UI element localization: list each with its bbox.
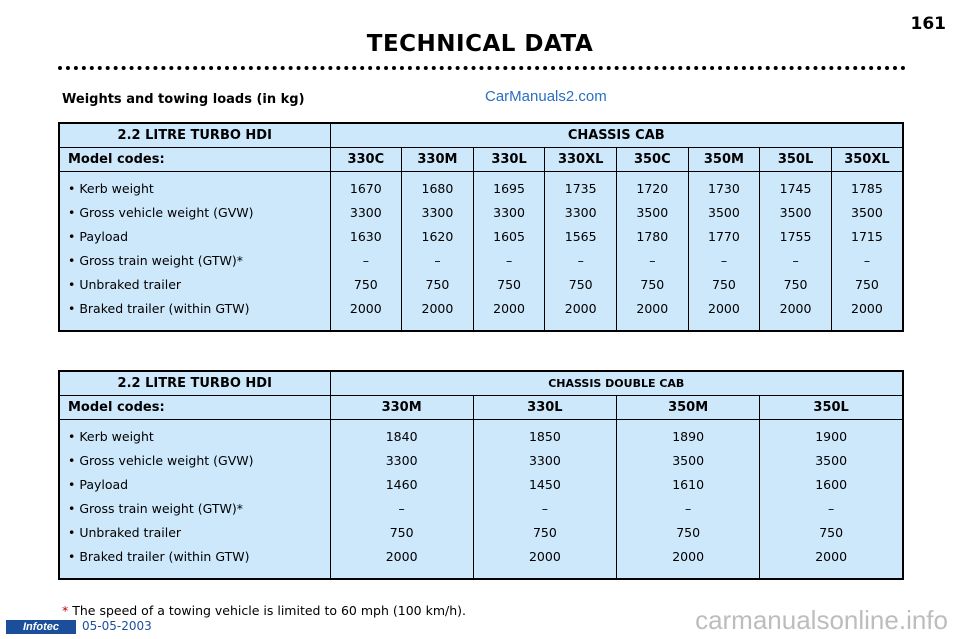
table-row — [59, 172, 903, 201]
model-codes-label: Model codes: — [59, 396, 330, 420]
section-heading: Weights and towing loads (in kg) — [62, 92, 305, 107]
spacer-cell — [59, 320, 330, 331]
row-label: • Kerb weight — [59, 172, 330, 201]
table-row — [59, 544, 903, 568]
table-cell: 3300 — [330, 200, 402, 224]
table-cell: 1620 — [402, 224, 474, 248]
table-cell: 3500 — [688, 200, 760, 224]
model-code: 350L — [760, 148, 832, 172]
table-cell: 3300 — [330, 448, 473, 472]
table-spacer — [59, 568, 903, 579]
model-code: 350XL — [831, 148, 903, 172]
model-code: 330M — [330, 396, 473, 420]
row-label: • Payload — [59, 224, 330, 248]
model-code: 330M — [402, 148, 474, 172]
table-cell: 750 — [545, 272, 617, 296]
table-cell: – — [617, 248, 689, 272]
engine-header: 2.2 LITRE TURBO HDI — [59, 371, 330, 396]
spacer-cell — [330, 568, 473, 579]
model-codes-row — [59, 396, 903, 420]
table-cell: 750 — [617, 520, 760, 544]
table-cell: 750 — [402, 272, 474, 296]
spacer-cell — [402, 320, 474, 331]
table-cell: 2000 — [760, 296, 832, 320]
table-cell: 2000 — [760, 544, 903, 568]
table-cell: 3300 — [473, 200, 545, 224]
table-cell: 1715 — [831, 224, 903, 248]
footer-watermark: carmanualsonline.info — [695, 605, 948, 635]
table-row — [59, 200, 903, 224]
row-label: • Kerb weight — [59, 420, 330, 449]
table-cell: 3300 — [473, 448, 616, 472]
site-watermark[interactable]: CarManuals2.com — [485, 88, 607, 105]
spacer-cell — [688, 320, 760, 331]
table-cell: 1600 — [760, 472, 903, 496]
table-cell: 1745 — [760, 172, 832, 201]
table-cell: 1785 — [831, 172, 903, 201]
table-cell: 1610 — [617, 472, 760, 496]
body-header: CHASSIS CAB — [330, 123, 903, 148]
row-label: • Unbraked trailer — [59, 520, 330, 544]
table-row — [59, 224, 903, 248]
row-label: • Gross vehicle weight (GVW) — [59, 448, 330, 472]
footnote-text: The speed of a towing vehicle is limited to 60 mph (100 km/h). — [68, 603, 466, 618]
table-cell: 1670 — [330, 172, 402, 201]
table-cell: – — [760, 248, 832, 272]
table-cell: 750 — [760, 520, 903, 544]
table-cell: – — [688, 248, 760, 272]
table-spacer — [59, 320, 903, 331]
table-row — [59, 420, 903, 449]
table-cell: 3300 — [545, 200, 617, 224]
table-cell: 1565 — [545, 224, 617, 248]
table-cell: – — [473, 496, 616, 520]
page-title: TECHNICAL DATA — [366, 31, 594, 57]
row-label: • Unbraked trailer — [59, 272, 330, 296]
table-cell: 1680 — [402, 172, 474, 201]
table-cell: 750 — [473, 520, 616, 544]
table-row — [59, 472, 903, 496]
footnote-star: * — [62, 603, 69, 618]
table-cell: 3500 — [617, 448, 760, 472]
table-cell: 1900 — [760, 420, 903, 449]
table-cell: 1770 — [688, 224, 760, 248]
spacer-cell — [473, 320, 545, 331]
infotec-logo: Infotec — [6, 620, 76, 634]
spacer-cell — [330, 320, 402, 331]
table-row — [59, 296, 903, 320]
model-codes-label: Model codes: — [59, 148, 330, 172]
footnote — [62, 603, 466, 618]
spacer-cell — [59, 568, 330, 579]
table-cell: 3500 — [760, 448, 903, 472]
table-cell: 750 — [617, 272, 689, 296]
table-cell: 1840 — [330, 420, 473, 449]
model-code: 330L — [473, 148, 545, 172]
table-cell: 2000 — [330, 544, 473, 568]
table-cell: 2000 — [330, 296, 402, 320]
table-cell: 1605 — [473, 224, 545, 248]
table-cell: 1850 — [473, 420, 616, 449]
table-cell: 2000 — [688, 296, 760, 320]
table-cell: 1730 — [688, 172, 760, 201]
table-cell: – — [831, 248, 903, 272]
weights-body — [59, 172, 903, 332]
spacer-cell — [760, 320, 832, 331]
table-cell: – — [330, 496, 473, 520]
page-number: 161 — [910, 14, 946, 34]
table-cell: 1695 — [473, 172, 545, 201]
body-header: CHASSIS DOUBLE CAB — [330, 371, 903, 396]
table-cell: 1755 — [760, 224, 832, 248]
model-code: 330C — [330, 148, 402, 172]
spacer-cell — [617, 320, 689, 331]
model-code: 350L — [760, 396, 903, 420]
table-cell: 2000 — [545, 296, 617, 320]
table-cell: 750 — [831, 272, 903, 296]
table-cell: 750 — [760, 272, 832, 296]
table-cell: 1780 — [617, 224, 689, 248]
table-cell: – — [760, 496, 903, 520]
table-cell: 1720 — [617, 172, 689, 201]
table-cell: 2000 — [617, 544, 760, 568]
model-code: 350C — [617, 148, 689, 172]
table-row — [59, 248, 903, 272]
table-cell: 1630 — [330, 224, 402, 248]
row-label: • Gross vehicle weight (GVW) — [59, 200, 330, 224]
row-label: • Payload — [59, 472, 330, 496]
model-codes-row — [59, 148, 903, 172]
table-row — [59, 272, 903, 296]
table-cell: 2000 — [617, 296, 689, 320]
spacer-cell — [545, 320, 617, 331]
table-cell: 750 — [688, 272, 760, 296]
table-cell: – — [402, 248, 474, 272]
spacer-cell — [831, 320, 903, 331]
row-label: • Gross train weight (GTW)* — [59, 496, 330, 520]
table-cell: 750 — [330, 520, 473, 544]
table-cell: 2000 — [473, 544, 616, 568]
engine-header: 2.2 LITRE TURBO HDI — [59, 123, 330, 148]
table-cell: 750 — [473, 272, 545, 296]
table-cell: 1450 — [473, 472, 616, 496]
table-cell: – — [545, 248, 617, 272]
dotted-divider — [58, 66, 906, 70]
table-row — [59, 520, 903, 544]
row-label: • Braked trailer (within GTW) — [59, 544, 330, 568]
table-cell: 750 — [330, 272, 402, 296]
print-date: 05-05-2003 — [82, 619, 152, 633]
row-label: • Gross train weight (GTW)* — [59, 248, 330, 272]
spacer-cell — [617, 568, 760, 579]
table-cell: 3500 — [617, 200, 689, 224]
table-cell: 1460 — [330, 472, 473, 496]
table-cell: 2000 — [831, 296, 903, 320]
chassis-cab-table — [58, 122, 904, 332]
table-cell: 1890 — [617, 420, 760, 449]
table-row — [59, 448, 903, 472]
spacer-cell — [473, 568, 616, 579]
table-row — [59, 496, 903, 520]
table-cell: 2000 — [473, 296, 545, 320]
table-cell: 1735 — [545, 172, 617, 201]
table-cell: – — [473, 248, 545, 272]
table-cell: – — [617, 496, 760, 520]
weights-body — [59, 420, 903, 580]
model-code: 330L — [473, 396, 616, 420]
chassis-double-cab-table — [58, 370, 904, 580]
row-label: • Braked trailer (within GTW) — [59, 296, 330, 320]
table-cell: 3500 — [760, 200, 832, 224]
model-code: 350M — [688, 148, 760, 172]
spacer-cell — [760, 568, 903, 579]
table-cell: 3300 — [402, 200, 474, 224]
model-code: 350M — [617, 396, 760, 420]
table-cell: 2000 — [402, 296, 474, 320]
model-code: 330XL — [545, 148, 617, 172]
table-cell: 3500 — [831, 200, 903, 224]
table-cell: – — [330, 248, 402, 272]
